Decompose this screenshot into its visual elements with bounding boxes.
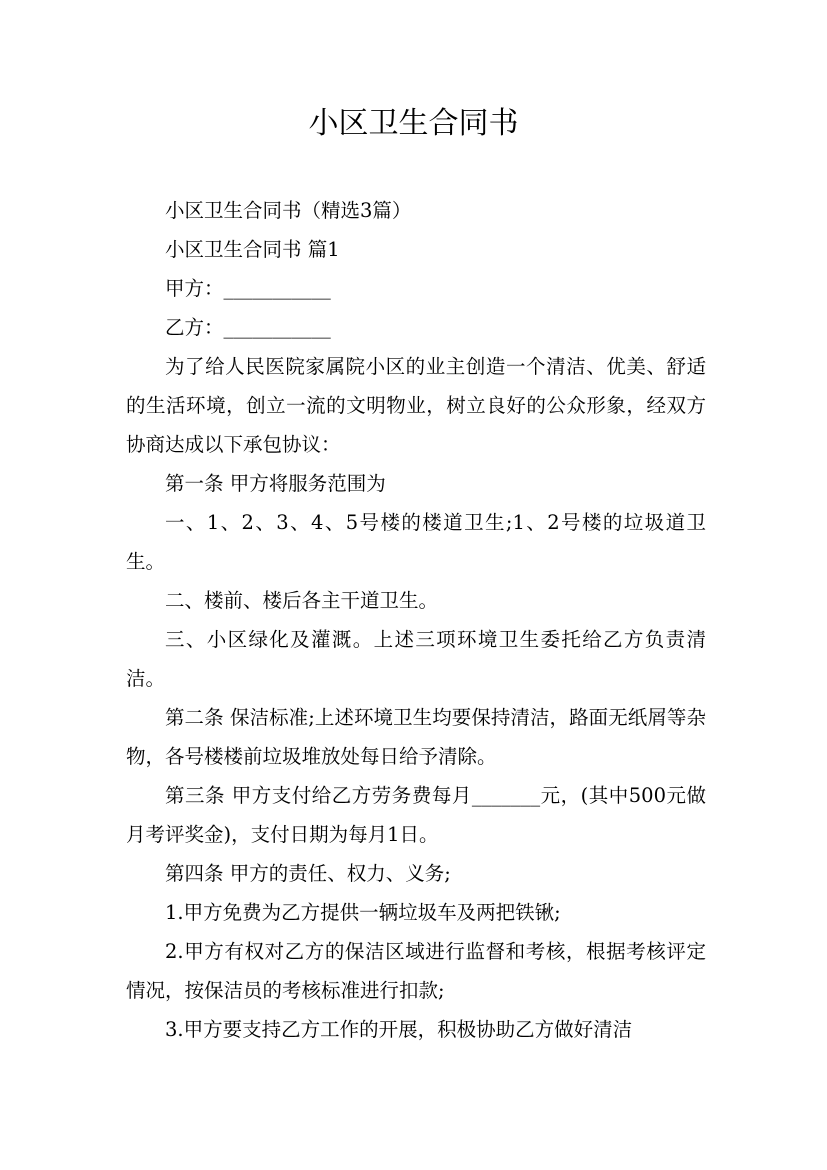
paragraph-article-2: 第二条 保洁标准;上述环境卫生均要保持清洁，路面无纸屑等杂物，各号楼楼前垃圾堆放处每日给予清除。 <box>126 706 706 768</box>
paragraph-article-4: 第四条 甲方的责任、权力、义务; <box>165 862 451 885</box>
paragraph-preamble: 为了给人民医院家属院小区的业主创造一个清洁、优美、舒适的生活环境，创立一流的文明物业，树立良好的公众形象，经双方协商达成以下承包协议： <box>126 355 706 456</box>
document-title: 小区卫生合同书 <box>308 106 519 141</box>
paragraph-item-2: 二、楼前、楼后各主干道卫生。 <box>165 589 439 612</box>
paragraph-item-3: 三、小区绿化及灌溉。上述三项环境卫生委托给乙方负责清洁。 <box>126 628 706 690</box>
paragraph-article-1: 第一条 甲方将服务范围为 <box>165 472 386 495</box>
paragraph-subtitle: 小区卫生合同书（精选3篇） <box>165 199 412 222</box>
paragraph-party-a: 甲方：___________ <box>165 277 331 300</box>
paragraph-clause-3: 3.甲方要支持乙方工作的开展，积极协助乙方做好清洁 <box>165 1018 633 1041</box>
paragraph-section-heading: 小区卫生合同书 篇1 <box>165 238 340 261</box>
paragraph-clause-1: 1.甲方免费为乙方提供一辆垃圾车及两把铁锹; <box>165 901 561 924</box>
paragraph-item-1: 一、1、2、3、4、5号楼的楼道卫生;1、2号楼的垃圾道卫生。 <box>126 511 706 573</box>
paragraph-clause-2: 2.甲方有权对乙方的保洁区域进行监督和考核，根据考核评定情况，按保洁员的考核标准进行扣款; <box>126 940 706 1002</box>
document-body <box>126 191 706 1049</box>
paragraph-article-3: 第三条 甲方支付给乙方劳务费每月_______元，(其中500元做月考评奖金)，支付日期为每月1日。 <box>126 784 706 846</box>
paragraph-party-b: 乙方：___________ <box>165 316 331 339</box>
